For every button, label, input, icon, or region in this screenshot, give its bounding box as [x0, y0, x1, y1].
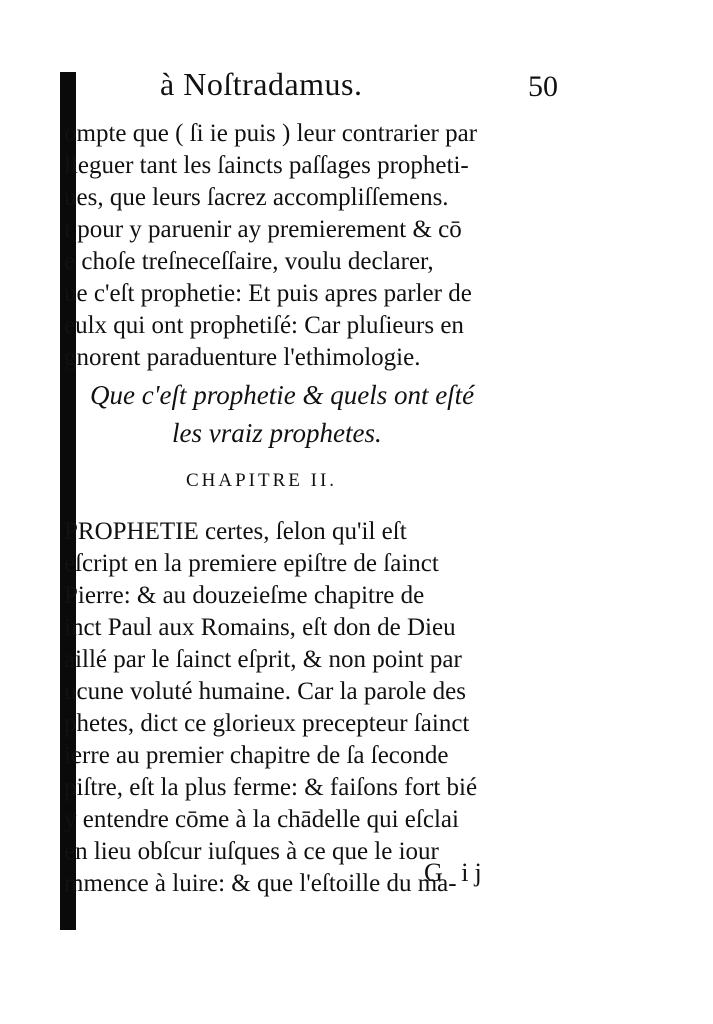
chapter-label: CHAPITRE II.	[186, 470, 338, 491]
text-line: piſtre, eſt la plus ferme: & faiſons fort bié	[64, 774, 478, 801]
text-line: e choſe treſneceſſaire, voulu declarer,	[64, 248, 434, 275]
running-head: à Noſtradamus.	[160, 66, 363, 102]
text-line: lleguer tant les ſaincts paſſages propheti-	[64, 152, 469, 179]
text-line: ucune voluté humaine. Car la parole des	[64, 678, 466, 705]
text-block-1	[64, 118, 594, 374]
text-line: mmence à luire: & que l'eſtoille du ma-	[64, 870, 457, 897]
text-line: phetes, dict ce glorieux precepteur ſainct	[64, 710, 470, 737]
text-line: ierre au premier chapitre de ſa ſeconde	[64, 742, 449, 769]
text-line: en lieu obſcur iuſques à ce que le iour	[64, 838, 439, 865]
chapter-title-line-1: Que c'eſt prophetie & quels ont eſté	[90, 380, 475, 410]
text-line: eulx qui ont prophetiſé: Car pluſieurs en	[64, 312, 464, 339]
text-line: ue c'eſt prophetie: Et puis apres parler de	[64, 280, 472, 307]
text-line: y entendre cōme à la chādelle qui eſclai	[64, 806, 459, 833]
chapter-title-line-2: les vraiz prophetes.	[172, 418, 382, 448]
text-line: eſcript en la premiere epiſtre de ſainct	[64, 550, 439, 577]
text-line: ues, que leurs ſacrez accompliſſemens.	[64, 184, 449, 211]
signature-mark: G ij	[424, 858, 488, 887]
text-line: gnorent paraduenture l'ethimologie.	[64, 344, 421, 371]
text-line: aillé par le ſainct eſprit, & non point par	[64, 646, 462, 673]
chapter-heading	[64, 376, 594, 452]
text-line: inct Paul aux Romains, eſt don de Dieu	[64, 614, 456, 641]
text-line: Pierre: & au douzeieſme chapitre de	[64, 582, 425, 609]
page-number: 50	[528, 70, 558, 103]
text-block-2	[64, 516, 594, 900]
text-line: PROPHETIE certes, ſelon qu'il eſt	[64, 518, 407, 545]
text-line: t pour y paruenir ay premierement & cō	[64, 216, 462, 243]
text-line: ompte que ( ſi ie puis ) leur contrarier par	[64, 120, 478, 147]
